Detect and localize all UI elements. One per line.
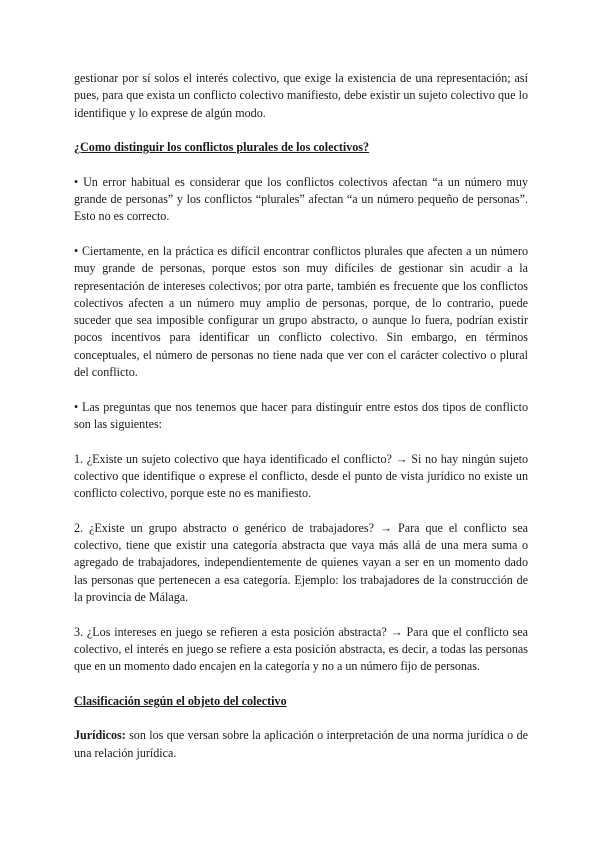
intro-paragraph: gestionar por sí solos el interés colectivo, que exige la existencia de una representación; así pues, para que exista un conflicto colectivo manifiesto, debe existir un sujeto colectivo que lo identifique y lo exprese de algún modo.: [74, 71, 528, 120]
section-heading-plurales-colectivos: ¿Como distinguir los conflictos plurales de los colectivos?: [74, 140, 370, 155]
question-paragraph-3: 3. ¿Los intereses en juego se refieren a esta posición abstracta? → Para que el conflicto sea colectivo, el interés en juego se refiere a esta posición abstracta, es decir, a todas las personas que en un momento dado encajen en la categoría y no a un número fijo de personas.: [74, 624, 528, 674]
document-body: [74, 70, 528, 779]
bullet-paragraph-3: • Las preguntas que nos tenemos que hacer para distinguir entre estos dos tipos de conflicto son las siguientes:: [74, 399, 528, 431]
juridicos-text: son los que versan sobre la aplicación o interpretación de una norma jurídica o de una relación jurídica.: [74, 728, 528, 760]
question-paragraph-1: 1. ¿Existe un sujeto colectivo que haya identificado el conflicto? → Si no hay ningún sujeto colectivo que identifique o exprese el conflicto, desde el punto de vista jurídico no existe un conflicto colectivo, porque este no es manifiesto.: [74, 451, 528, 501]
question-paragraph-2: 2. ¿Existe un grupo abstracto o genérico de trabajadores? → Para que el conflicto sea colectivo, tiene que existir una categoría abstracta que vaya más allá de una mera suma o agregado de trabajadores, independientemente de quienes vayan a ser en un momento dado las personas que pertenecen a esa categoría. Ejemplo: los trabajadores de la construcción de la provincia de Málaga.: [74, 520, 528, 604]
bullet-paragraph-1: • Un error habitual es considerar que los conflictos colectivos afectan “a un número muy grande de personas” y los conflictos “plurales” afectan “a un número pequeño de personas”. Esto no es correcto.: [74, 174, 528, 224]
section-heading-clasificacion: Clasificación según el objeto del colectivo: [74, 693, 287, 708]
juridicos-term: Jurídicos:: [74, 728, 126, 743]
juridicos-paragraph: [74, 727, 528, 762]
bullet-paragraph-2: • Ciertamente, en la práctica es difícil encontrar conflictos plurales que afecten a un número muy grande de personas, porque estos son muy difíciles de gestionar sin acudir a la representación de intereses colectivos; por otra parte, también es frecuente que los conflictos colectivos afecten a un número muy amplio de personas, porque, de lo contrario, puede suceder que sea imposible configurar un grupo abstracto, o aunque lo fuera, podrían existir pocos incentivos para identificar un conflicto colectivo. Sin embargo, en términos conceptuales, el número de personas no tiene nada que ver con el carácter colectivo o plural del conflicto.: [74, 243, 528, 380]
